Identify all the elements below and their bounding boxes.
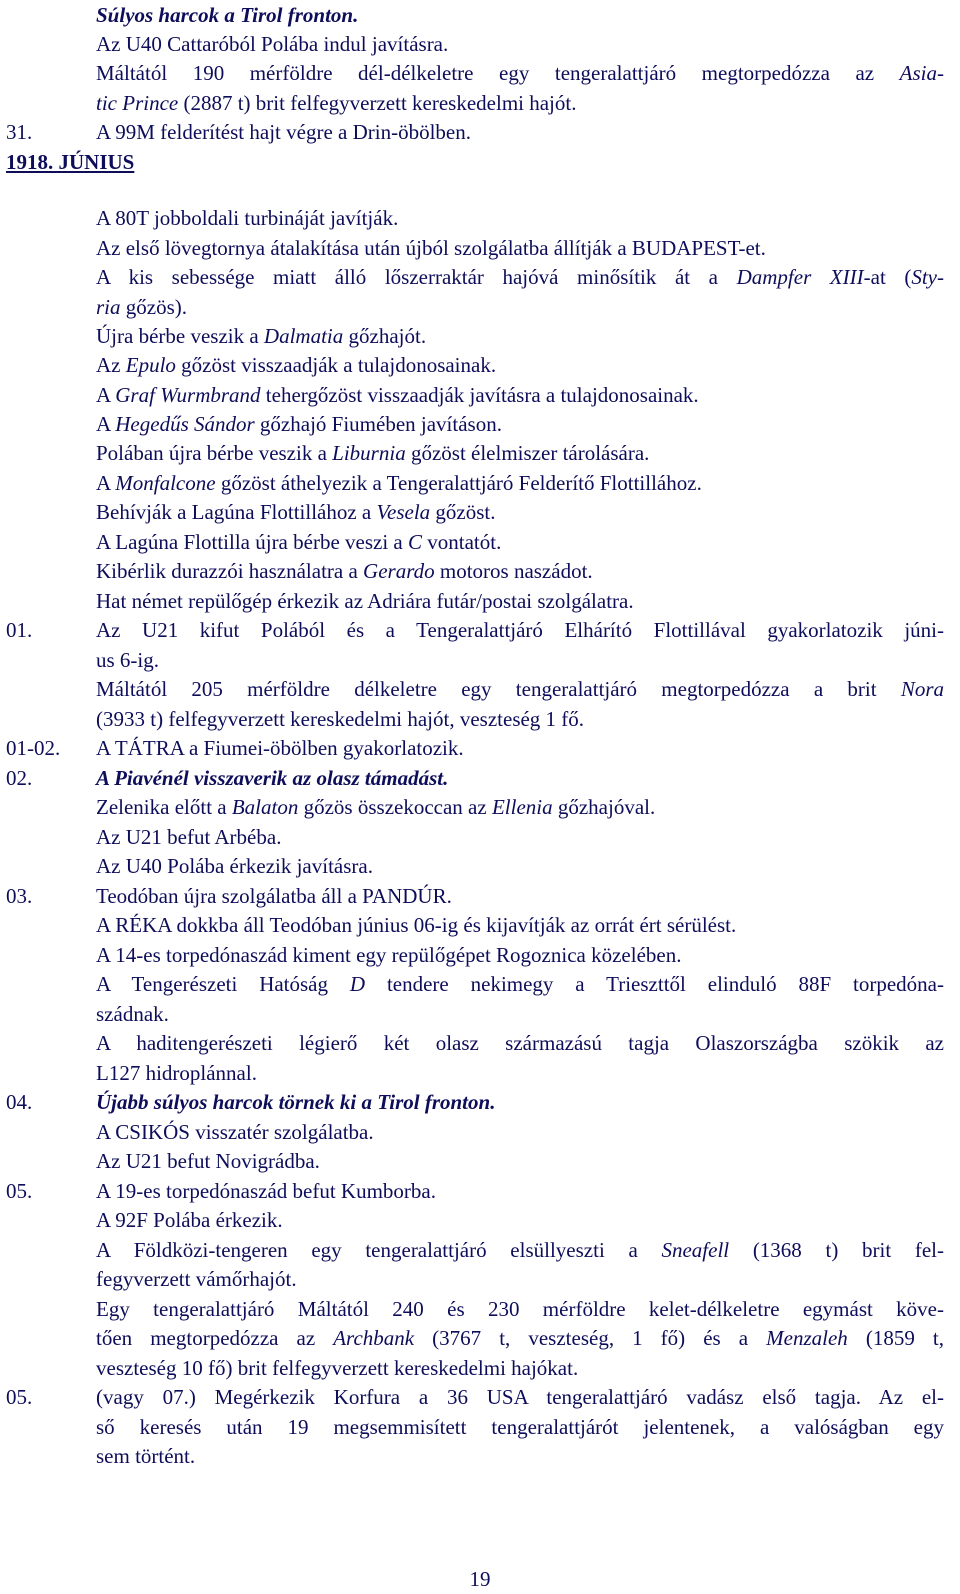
entry-text	[96, 1323, 944, 1353]
text-segment: Archbank	[333, 1326, 415, 1350]
text-line	[0, 822, 960, 852]
entry-text	[96, 999, 944, 1029]
text-segment: D	[349, 972, 366, 996]
text-segment: gőzöst áthelyezik a Tengeralattjáró Felderítő Flottillához.	[215, 471, 702, 495]
entry-text	[96, 1412, 944, 1442]
text-line	[0, 881, 960, 911]
text-line	[0, 792, 960, 822]
text-line	[0, 0, 960, 30]
text-segment: tendere nekimegy a Trieszttől elinduló 88F torpedóna-	[365, 972, 944, 996]
text-line	[0, 940, 960, 970]
text-segment: (2887 t) brit felfegyverzett kereskedelmi hajót.	[178, 91, 577, 115]
text-segment: A 19-es torpedónaszád befut Kumborba.	[96, 1179, 436, 1203]
entry-text	[96, 910, 944, 940]
text-segment: Liburnia	[332, 441, 406, 465]
entry-text	[96, 1353, 944, 1383]
text-line	[0, 497, 960, 527]
entry-text	[96, 292, 944, 322]
text-segment: szádnak.	[96, 1002, 169, 1026]
entry-text	[96, 350, 944, 380]
entry-text	[96, 822, 944, 852]
entry-text	[96, 1176, 944, 1206]
text-segment: sem történt.	[96, 1444, 196, 1468]
entry-text	[96, 556, 944, 586]
entry-date: 01.	[6, 618, 33, 642]
text-segment: Vesela	[376, 500, 431, 524]
text-segment: (1368 t) brit fel-	[729, 1238, 944, 1262]
text-line	[0, 527, 960, 557]
entry-text	[96, 1117, 944, 1147]
entry-text	[96, 1205, 944, 1235]
text-line	[0, 58, 960, 88]
text-line	[0, 1264, 960, 1294]
text-segment: A	[96, 471, 116, 495]
text-line	[0, 1441, 960, 1471]
entry-text	[96, 1087, 944, 1117]
text-segment: vontatót.	[422, 530, 502, 554]
text-line	[0, 203, 960, 233]
text-segment: motoros naszádot.	[434, 559, 593, 583]
text-segment: A Földközi-tengeren egy tengeralattjáró elsüllyeszti a	[96, 1238, 662, 1262]
entry-text	[96, 0, 944, 30]
text-segment: Máltától 190 mérföldre dél-délkeletre egy tengeralattjáró megtorpedózza az	[96, 61, 900, 85]
text-segment: gőzös összekoccan az	[298, 795, 492, 819]
entry-text	[96, 1235, 944, 1265]
text-segment: tehergőzöst visszaadják javításra a tulajdonosainak.	[260, 383, 699, 407]
text-line	[0, 380, 960, 410]
text-segment: Az	[96, 353, 126, 377]
entry-date: 02.	[6, 766, 33, 790]
entry-date: 05.	[6, 1179, 33, 1203]
text-line	[0, 586, 960, 616]
text-segment: gőzöst visszaadják a tulajdonosainak.	[175, 353, 497, 377]
text-segment: gőzös).	[120, 295, 188, 319]
text-line	[0, 1087, 960, 1117]
entry-text	[96, 586, 944, 616]
text-line	[0, 674, 960, 704]
text-segment: (3767 t, veszteség, 1 fő) és a	[414, 1326, 767, 1350]
page-number: 19	[469, 1567, 491, 1591]
text-line	[0, 117, 960, 147]
text-segment: Zelenika előtt a	[96, 795, 232, 819]
text-segment: gőzhajót.	[343, 324, 427, 348]
entry-text	[96, 438, 944, 468]
text-segment: Újra bérbe veszik a	[96, 324, 264, 348]
text-line	[0, 645, 960, 675]
entry-text	[96, 29, 944, 59]
text-segment: gőzöst.	[430, 500, 496, 524]
entry-text	[96, 88, 944, 118]
text-segment: Hat német repülőgép érkezik az Adriára futár/postai szolgálatra.	[96, 589, 634, 613]
text-segment: Az U21 befut Arbéba.	[96, 825, 282, 849]
text-line	[0, 1058, 960, 1088]
text-segment: A kis sebessége miatt álló lőszerraktár hajóvá minősítik át a	[96, 265, 737, 289]
text-segment: Sneafell	[661, 1238, 730, 1262]
entry-text	[96, 615, 944, 645]
text-segment: Ellenia	[491, 795, 553, 819]
entry-text	[96, 468, 944, 498]
entry-text	[96, 1294, 944, 1324]
text-line	[0, 1117, 960, 1147]
text-segment: L127 hidroplánnal.	[96, 1061, 257, 1085]
entry-text	[96, 203, 944, 233]
text-line	[0, 262, 960, 292]
text-segment: A TÁTRA a Fiumei-öbölben gyakorlatozik.	[96, 736, 464, 760]
text-line	[0, 1176, 960, 1206]
entry-text	[96, 1028, 944, 1058]
entry-text	[96, 1382, 944, 1412]
text-line	[0, 1146, 960, 1176]
text-line	[0, 1412, 960, 1442]
entry-text	[96, 674, 944, 704]
text-line	[0, 409, 960, 439]
text-line	[0, 1028, 960, 1058]
text-segment: A CSIKÓS visszatér szolgálatba.	[96, 1120, 374, 1144]
text-segment: Nora	[900, 677, 944, 701]
entry-text	[96, 1058, 944, 1088]
section-header	[0, 147, 960, 177]
text-segment: Sty-	[911, 265, 944, 289]
text-segment: Kibérlik durazzói használatra a	[96, 559, 364, 583]
text-line	[0, 321, 960, 351]
text-segment: Súlyos harcok a Tirol fronton.	[96, 3, 359, 27]
text-segment: Polában újra bérbe veszik a	[96, 441, 333, 465]
text-segment: tic Prince	[96, 91, 179, 115]
text-segment: Az U40 Cattaróból Polába indul javításra.	[96, 32, 449, 56]
text-segment: Graf Wurmbrand	[115, 383, 261, 407]
text-line	[0, 1353, 960, 1383]
text-line	[0, 999, 960, 1029]
text-line	[0, 1235, 960, 1265]
entry-text	[96, 117, 944, 147]
text-segment: A 14-es torpedónaszád kiment egy repülőgépet Rogoznica közelében.	[96, 943, 682, 967]
text-line	[0, 468, 960, 498]
text-segment: Az első lövegtornya átalakítása után újból szolgálatba állítják a BUDAPEST-et.	[96, 236, 766, 260]
text-line	[0, 88, 960, 118]
text-segment: Gerardo	[363, 559, 435, 583]
text-segment: -at (	[863, 265, 912, 289]
text-line	[0, 233, 960, 263]
text-line	[0, 1382, 960, 1412]
entry-text	[96, 1146, 944, 1176]
text-line	[0, 556, 960, 586]
entry-text	[96, 851, 944, 881]
entry-text	[96, 233, 944, 263]
text-segment: Egy tengeralattjáró Máltától 240 és 230 mérföldre kelet-délkeletre egymást köve-	[96, 1297, 944, 1321]
entry-text	[96, 321, 944, 351]
text-segment: Újabb súlyos harcok törnek ki a Tirol fronton.	[96, 1090, 496, 1114]
text-segment: gőzhajó Fiumében javításon.	[254, 412, 502, 436]
text-line	[0, 851, 960, 881]
text-segment: (3933 t) felfegyverzett kereskedelmi hajót, veszteség 1 fő.	[96, 707, 585, 731]
entry-text	[96, 380, 944, 410]
entry-date: 03.	[6, 884, 33, 908]
text-segment: (vagy 07.) Megérkezik Korfura a 36 USA tengeralattjáró vadász első tagja. Az el-	[96, 1385, 944, 1409]
text-line	[0, 969, 960, 999]
text-line	[0, 615, 960, 645]
text-segment: us 6-ig.	[96, 648, 159, 672]
text-line	[0, 910, 960, 940]
entry-date: 01-02.	[6, 736, 61, 760]
text-segment: Az U21 befut Novigrádba.	[96, 1149, 320, 1173]
text-segment: Dalmatia	[263, 324, 344, 348]
text-segment: tően megtorpedózza az	[96, 1326, 334, 1350]
text-segment: A 80T jobboldali turbináját javítják.	[96, 206, 399, 230]
entry-text	[96, 940, 944, 970]
text-segment: Az U40 Polába érkezik javításra.	[96, 854, 373, 878]
text-segment: ső keresés után 19 megsemmisített tengeralattjárót jelentenek, a valóságban egy	[96, 1415, 944, 1439]
text-segment: A 92F Polába érkezik.	[96, 1208, 283, 1232]
text-segment: Az U21 kifut Polából és a Tengeralattjáró Elhárító Flottillával gyakorlatozik júni-	[96, 618, 944, 642]
text-segment: ria	[96, 295, 121, 319]
text-line	[0, 763, 960, 793]
entry-text	[96, 733, 944, 763]
entry-text	[96, 881, 944, 911]
text-segment: Menzaleh	[766, 1326, 848, 1350]
text-segment: Behívják a Lagúna Flottillához a	[96, 500, 377, 524]
text-segment: A haditengerészeti légierő két olasz származású tagja Olaszországba szökik az	[96, 1031, 944, 1055]
text-segment: (1859 t,	[847, 1326, 945, 1350]
text-segment: Teodóban újra szolgálatba áll a PANDÚR.	[96, 884, 452, 908]
entry-text	[96, 792, 944, 822]
text-segment: A Tengerészeti Hatóság	[96, 972, 350, 996]
text-segment: A Lagúna Flottilla újra bérbe veszi a	[96, 530, 408, 554]
text-segment: gőzhajóval.	[552, 795, 656, 819]
entry-text	[96, 497, 944, 527]
text-line	[0, 733, 960, 763]
text-line	[0, 29, 960, 59]
text-segment: A	[96, 412, 116, 436]
text-segment: A Piavénél visszaverik az olasz támadást.	[96, 766, 449, 790]
text-segment: Asia-	[899, 61, 944, 85]
text-line	[0, 1205, 960, 1235]
entry-text	[96, 763, 944, 793]
text-segment: Máltától 205 mérföldre délkeletre egy tengeralattjáró megtorpedózza a brit	[96, 677, 901, 701]
entry-text	[96, 58, 944, 88]
entry-text	[96, 1264, 944, 1294]
text-line	[0, 1294, 960, 1324]
text-segment: Balaton	[231, 795, 299, 819]
section-header-text: 1918. JÚNIUS	[6, 150, 135, 174]
text-line	[0, 292, 960, 322]
entry-text	[96, 527, 944, 557]
text-segment: Epulo	[125, 353, 176, 377]
text-segment: C	[408, 530, 423, 554]
entry-text	[96, 409, 944, 439]
text-segment: Hegedűs Sándor	[115, 412, 255, 436]
text-segment: Monfalcone	[115, 471, 216, 495]
entry-text	[96, 969, 944, 999]
entry-text	[96, 704, 944, 734]
text-line	[0, 438, 960, 468]
text-segment: A	[96, 383, 116, 407]
text-segment: Dampfer XIII	[736, 265, 864, 289]
entry-text	[96, 1441, 944, 1471]
entry-date: 04.	[6, 1090, 33, 1114]
text-segment: fegyverzett vámőrhajót.	[96, 1267, 297, 1291]
text-segment: A 99M felderítést hajt végre a Drin-öbölben.	[96, 120, 471, 144]
text-segment: gőzöst élelmiszer tárolására.	[405, 441, 650, 465]
text-segment: veszteség 10 fő) brit felfegyverzett kereskedelmi hajókat.	[96, 1356, 579, 1380]
text-line	[0, 350, 960, 380]
entry-text	[96, 645, 944, 675]
text-line	[0, 704, 960, 734]
entry-date: 05.	[6, 1385, 33, 1409]
text-line	[0, 1323, 960, 1353]
entry-date: 31.	[6, 120, 33, 144]
text-segment: A RÉKA dokkba áll Teodóban június 06-ig és kijavítják az orrát ért sérülést.	[96, 913, 737, 937]
entry-text	[96, 262, 944, 292]
